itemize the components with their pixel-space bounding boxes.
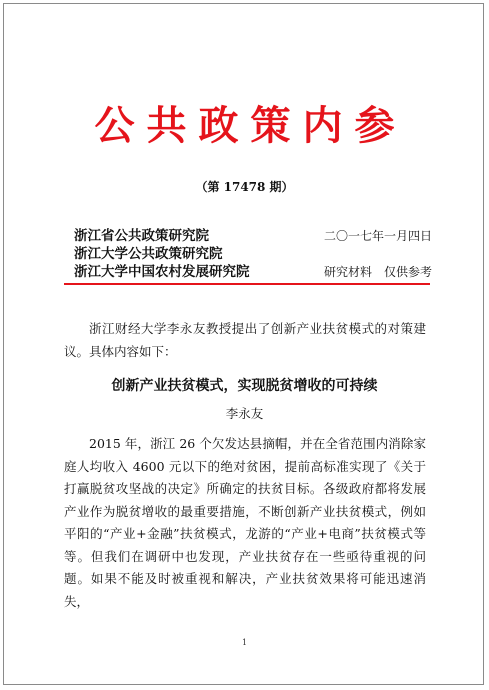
institution-2: 浙江大学公共政策研究院: [74, 246, 223, 262]
institution-3: 浙江大学中国农村发展研究院: [74, 264, 250, 280]
issue-number: （第 17478 期）: [195, 180, 294, 194]
institution-1: 浙江省公共政策研究院: [74, 228, 209, 244]
body-paragraph: 2015 年，浙江 26 个欠发达县摘帽，并在全省范围内消除家庭人均收入 4600 元以下的绝对贫困，提前高标准实现了《关于打赢脱贫攻坚战的决定》所确定的扶贫目标。各级政府都将发展产业作为脱贫增收的最重要措施，不断创新产业扶贫模式，例如平阳的“产业+金融”扶贫模式，龙游的“产业+电商”扶贫模式等等。但我们在调研中也发现，产业扶贫存在一些亟待重视的问题。如果不能及时被重视和解决，产业扶贫效果将可能迅速消失，: [64, 436, 426, 609]
header-block: [74, 227, 432, 281]
author-name: 李永友: [225, 406, 264, 421]
header-row-3: [74, 263, 432, 281]
header-row-2: [74, 245, 432, 263]
header-row-1: [74, 227, 432, 245]
page-number: 1: [241, 638, 248, 647]
classification-note: 研究材料 仅供参考: [323, 265, 432, 279]
red-divider-line: [64, 283, 430, 285]
document-title: 公共政策内参: [94, 102, 407, 149]
section-title: 创新产业扶贫模式，实现脱贫增收的可持续: [111, 378, 378, 394]
document-date: 二〇一七年一月四日: [323, 229, 432, 243]
intro-paragraph: 浙江财经大学李永友教授提出了创新产业扶贫模式的对策建议。具体内容如下：: [64, 321, 426, 359]
